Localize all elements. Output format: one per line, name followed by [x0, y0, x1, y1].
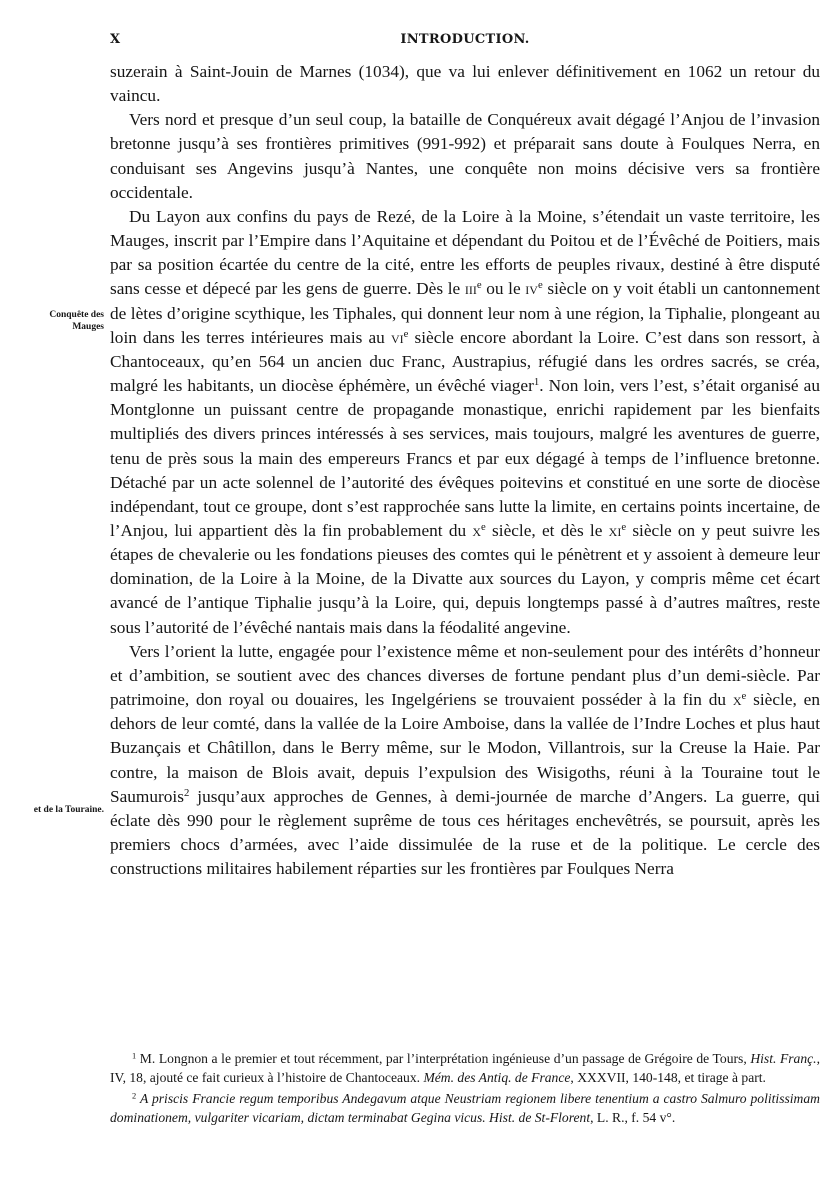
paragraph-4: Vers l’orient la lutte, engagée pour l’existence même et non-seulement pour des intérêts d’honneur et d’ambition, se soutient avec des chances diverses de fortune pendant plus d’un demi-siècle. Par patrimoine, don royal ou douaires, les Ingelgériens se trouvaient posséder à la fin du $x^e$ siècle, en dehors de leur comté, dans la vallée de la Loire Amboise, dans la vallée de l’Indre Loches et plus haut Buzançais et Châtillon, dans le Berry même, sur le Modon, Villantrois, sur la Creuse la Haie. Par contre, la maison de Blois avait, depuis l’expulsion des Wisigoths, réuni à la Touraine tout le Saumurois$^2$ jusqu’aux approches de Gennes, à demi-journée de marche d’Angers. La guerre, qui éclate dès 990 pour le règlement suprême de tous ces héritages enchevêtrés, se poursuit, après les premiers chocs d’armées, avec l’aide dissimulée de la ruse et de la politique. Le cercle des constructions militaires habilement réparties sur les frontières par Foulques Nerra: [110, 641, 820, 879]
footnote-ref-2: 2: [183, 786, 190, 799]
paragraph-1: suzerain à Saint-Jouin de Marnes (1034), que va lui enlever définitivement en 1062 un retour du vaincu.: [110, 62, 820, 106]
page-header: [110, 30, 820, 54]
footnote-1: $^1$ M. Longnon a le premier et tout récemment, par l’interprétation ingénieuse d’un passage de Grégoire de Tours, Hist. Franç., IV, 18, ajouté ce fait curieux à l’histoire de Chantoceaux. Mém. des Antiq. de France, XXXVII, 140-148, et tirage à part.: [110, 1050, 820, 1086]
footnote-2: $^2$ A priscis Francie regum temporibus Andegavum atque Neustriam regionem libere tenentium a castro Salmuro politissimam dominationem, vulgariter vicariam, dictam terminabat Gegina vicus. Hist. de St-Florent, L. R., f. 54 v°.: [110, 1089, 820, 1125]
margin-note-touraine: et de la Touraine.: [33, 805, 104, 815]
main-text: [110, 60, 820, 881]
footnotes: [110, 1049, 820, 1127]
paragraph-2: Vers nord et presque d’un seul coup, la bataille de Conquéreux avait dégagé l’Anjou de l’invasion bretonne jusqu’à ses frontières primitives (991-992) et préparait sans doute à Foulques Nerra, en conduisant ses Angevins jusqu’à Nantes, une conquête non moins décisive vers sa frontière occidentale.: [110, 110, 820, 202]
footnote-ref-1: 1: [533, 376, 540, 389]
paragraph-3: Du Layon aux confins du pays de Rezé, de la Loire à la Moine, s’étendait un vaste territoire, les Mauges, inscrit par l’Empire dans l’Aquitaine et dépendant du Poitou et de l’Évêché de Poitiers, mais par sa position écartée du centre de la cité, entre les efforts de peuples rivaux, destiné à être disputé sans cesse et dépecé par les gens de guerre. Dès le iii$^e$ ou le $iv^e$ siècle on y voit établi un cantonnement de lètes d’origine scythique, les Tiphales, qui donnent leur nom à une région, la Tiphalie, plongeant au loin dans les terres intérieures mais au $vi^e$ siècle encore abordant la Loire. C’est dans son ressort, à Chantoceaux, qu’en 564 un ancien duc Franc, Austrapius, réfugié dans les ordres sacrés, se créa, malgré les habitants, un diocèse éphémère, un évêché viager$^1$. Non loin, vers l’est, s’était organisé au Montglonne un puissant centre de propagande monastique, enrichi rapidement par les bienfaits multipliés des divers princes intéressés à ses services, mais toujours, malgré les aventures de guerre, tenu de près sous la main des empereurs Francs et par eux dégagé à temps de l’influence bretonne. Détaché par un acte solennel de l’autorité des évêques poitevins et constitué en une sorte de diocèse indépendant, tout ce groupe, dont s’est rapprochée sans lutte la limite, en certains points incertaine, de l’Anjou, lui appartient dès la fin probablement du $x^e$ siècle, et dès le $xi^e$ siècle on y peut suivre les étapes de chevalerie ou les fondations pieuses des comtes qui le pénètrent et y assoient à demeure leur domination, de la Loire à la Moine, de la Divatte aux sources du Layon, y compris même cet écart avancé de l’antique Tiphalie jusqu’à la Loire, qui, depuis longtemps passé à d’autres maîtres, reste sous l’autorité de l’évêché nantais mais dans la féodalité angevine.: [110, 206, 821, 637]
running-title: INTRODUCTION.: [400, 32, 530, 47]
page-number: X: [110, 32, 121, 47]
margin-note-mauges: Conquête des Mauges: [49, 310, 104, 332]
